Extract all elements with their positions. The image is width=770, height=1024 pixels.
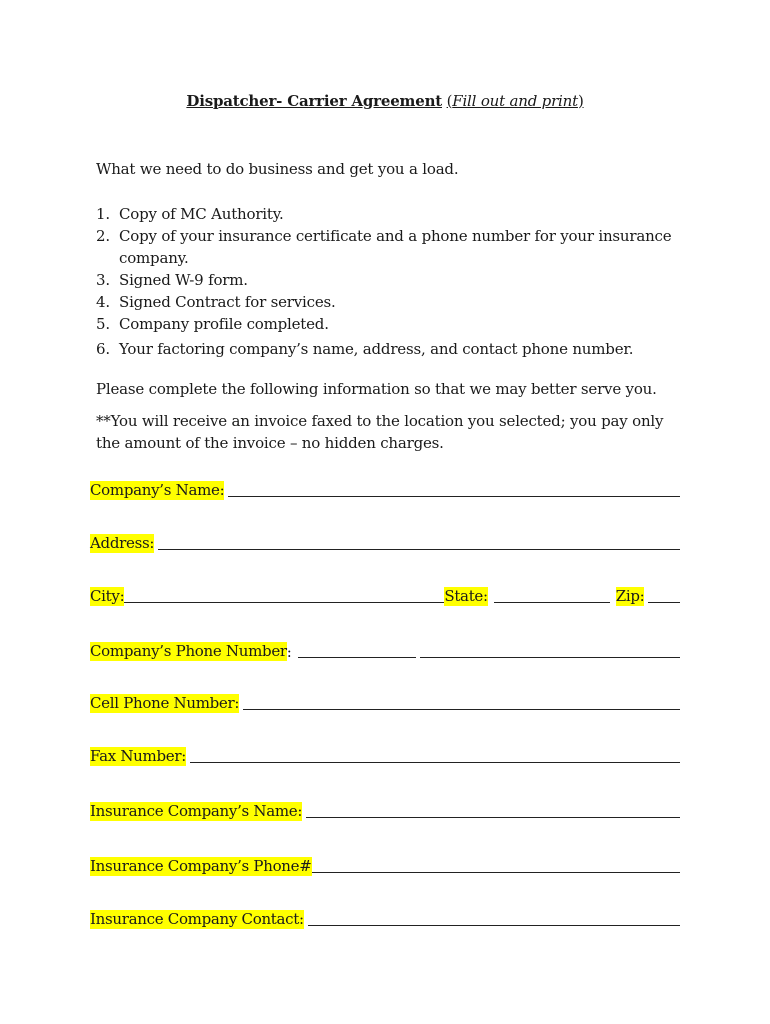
cell-phone-field[interactable]	[243, 708, 680, 710]
list-item-text: Copy of MC Authority.	[119, 205, 284, 223]
list-item-text: Copy of your insurance certificate and a phone number for your insurance company.	[119, 227, 672, 267]
company-phone-label: Company’s Phone Number	[90, 642, 287, 660]
list-item	[96, 338, 686, 360]
list-item-number: 6.	[96, 340, 110, 358]
insurance-phone-row	[90, 854, 680, 876]
list-item	[96, 225, 686, 269]
company-phone-row	[90, 639, 680, 661]
city-field[interactable]	[124, 601, 444, 603]
company-name-field[interactable]	[228, 495, 680, 497]
list-item	[96, 203, 686, 225]
company-phone-field-ext[interactable]	[420, 656, 680, 658]
zip-label: Zip:	[615, 587, 645, 605]
list-item-number: 5.	[96, 315, 110, 333]
title-open-paren: (	[446, 92, 453, 110]
insurance-name-row	[90, 799, 680, 821]
instructions-text: Please complete the following information so that we may better serve you.	[96, 380, 657, 398]
list-item-number: 4.	[96, 293, 110, 311]
list-item	[96, 291, 686, 313]
title-note: Fill out and print	[452, 92, 578, 110]
fax-label: Fax Number:	[90, 747, 186, 765]
insurance-phone-field[interactable]	[312, 871, 681, 873]
insurance-name-field[interactable]	[306, 816, 680, 818]
list-item-number: 3.	[96, 271, 110, 289]
insurance-contact-field[interactable]	[308, 924, 680, 926]
insurance-name-label: Insurance Company’s Name:	[90, 802, 303, 820]
company-name-row	[90, 478, 680, 500]
insurance-contact-label: Insurance Company Contact:	[90, 910, 304, 928]
company-phone-colon: :	[286, 643, 292, 661]
company-name-label: Company’s Name:	[90, 481, 225, 499]
invoice-note: **You will receive an invoice faxed to the location you selected; you pay only the amount of the invoice – no hidden charges.	[96, 412, 664, 452]
cell-phone-row	[90, 691, 680, 713]
state-field[interactable]	[494, 601, 610, 603]
address-row	[90, 531, 680, 553]
city-label: City:	[90, 587, 125, 605]
list-item-text: Signed Contract for services.	[119, 293, 336, 311]
company-phone-field[interactable]	[298, 656, 416, 658]
list-item	[96, 269, 686, 291]
intro-text: What we need to do business and get you a load.	[96, 160, 459, 178]
list-item-text: Company profile completed.	[119, 315, 329, 333]
fax-row	[90, 744, 680, 766]
requirements-list	[96, 203, 686, 360]
city-state-zip-row	[90, 584, 680, 606]
cell-phone-label: Cell Phone Number:	[90, 694, 240, 712]
zip-field[interactable]	[648, 601, 680, 603]
fax-field[interactable]	[190, 761, 680, 763]
list-item-text: Signed W-9 form.	[119, 271, 248, 289]
title-close-paren: )	[577, 92, 584, 110]
state-label: State:	[444, 587, 488, 605]
list-item	[96, 313, 686, 335]
list-item-text: Your factoring company’s name, address, and contact phone number.	[119, 340, 634, 358]
title-main: Dispatcher- Carrier Agreement	[186, 92, 443, 110]
address-field[interactable]	[158, 548, 680, 550]
page-title	[0, 92, 770, 110]
list-item-number: 2.	[96, 227, 110, 245]
address-label: Address:	[90, 534, 155, 552]
list-item-number: 1.	[96, 205, 110, 223]
insurance-phone-label: Insurance Company’s Phone#	[90, 857, 312, 875]
insurance-contact-row	[90, 907, 680, 929]
